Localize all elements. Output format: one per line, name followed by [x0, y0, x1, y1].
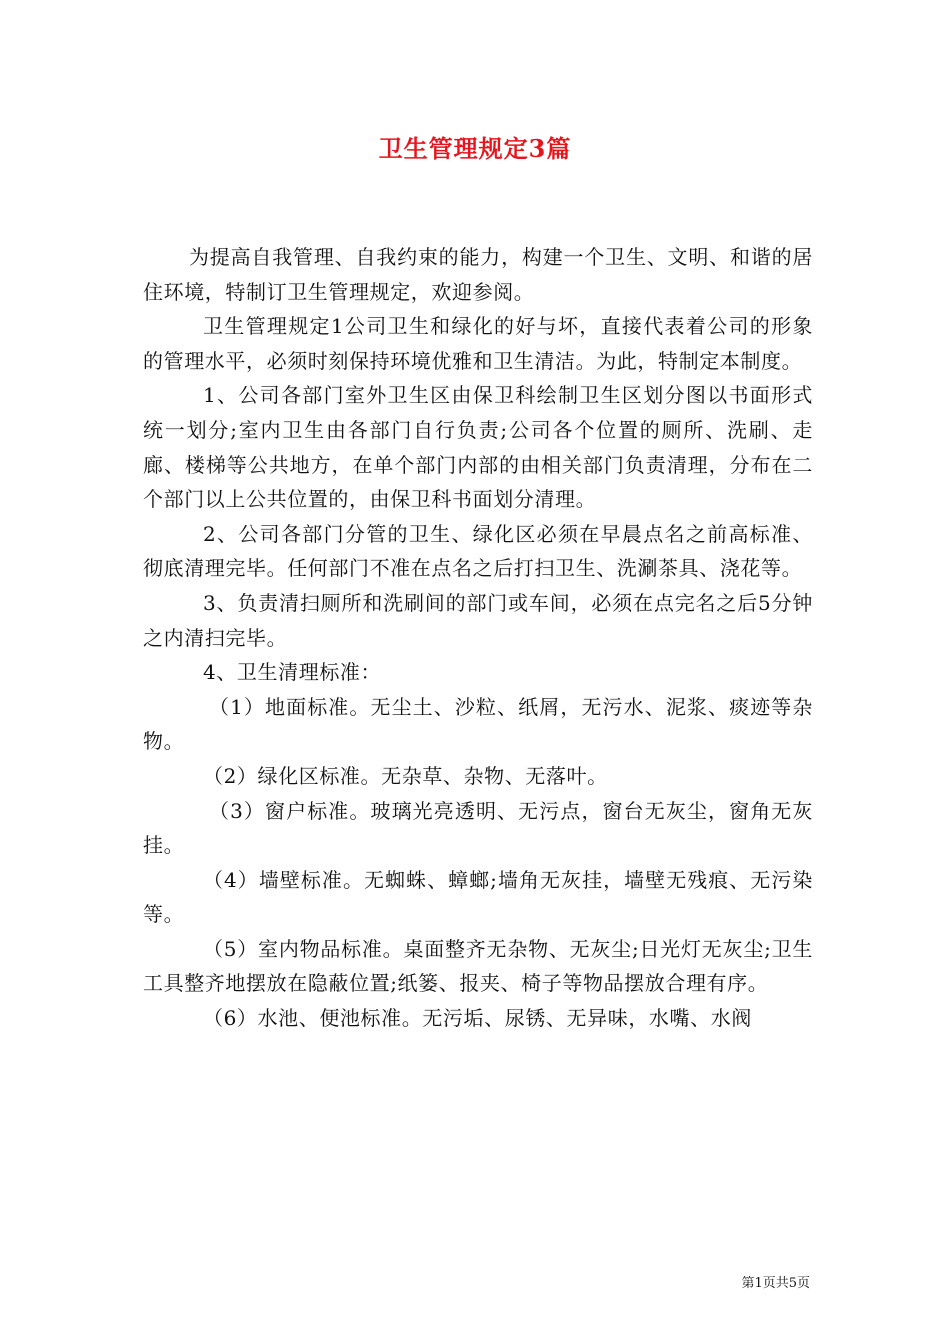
paragraph-intro: 为提高自我管理、自我约束的能力，构建一个卫生、文明、和谐的居住环境，特制订卫生管理规定，欢迎参阅。	[143, 245, 813, 304]
paragraph-item-4: 4、卫生清理标准：	[203, 660, 382, 685]
paragraph-item-3: 3、负责清扫厕所和洗刷间的部门或车间，必须在点完名之后5分钟之内清扫完毕。	[143, 590, 813, 650]
paragraph-regulation-1: 卫生管理规定1公司卫生和绿化的好与坏，直接代表着公司的形象的管理水平，必须时刻保持环境优雅和卫生清洁。为此，特制定本制度。	[143, 314, 813, 373]
paragraph-standard-5: （5）室内物品标准。桌面整齐无杂物、无灰尘;日光灯无灰尘;卫生工具整齐地摆放在隐蔽位置;纸篓、报夹、椅子等物品摆放合理有序。	[143, 936, 813, 996]
paragraph-item-1: 1、公司各部门室外卫生区由保卫科绘制卫生区划分图以书面形式统一划分;室内卫生由各部门自行负责;公司各个位置的厕所、洗刷、走廊、楼梯等公共地方，在单个部门内部的由相关部门负责清理，分布在二个部门以上公共位置的，由保卫科书面划分清理。	[143, 383, 813, 512]
paragraph-item-2: 2、公司各部门分管的卫生、绿化区必须在早晨点名之前高标准、彻底清理完毕。任何部门不准在点名之后打扫卫生、洗涮茶具、浇花等。	[143, 521, 813, 581]
paragraph-standard-6: （6）水池、便池标准。无污垢、尿锈、无异味，水嘴、水阀	[203, 1006, 752, 1031]
paragraph-standard-1: （1）地面标准。无尘土、沙粒、纸屑，无污水、泥浆、痰迹等杂物。	[143, 694, 813, 754]
paragraph-standard-2: （2）绿化区标准。无杂草、杂物、无落叶。	[203, 763, 608, 788]
page-number: 第1页共5页	[741, 1276, 810, 1291]
document-body	[143, 240, 813, 1036]
paragraph-standard-3: （3）窗户标准。玻璃光亮透明、无污点，窗台无灰尘，窗角无灰挂。	[143, 798, 813, 858]
paragraph-standard-4: （4）墙壁标准。无蜘蛛、蟑螂;墙角无灰挂，墙壁无残痕、无污染等。	[143, 867, 813, 927]
document-title: 卫生管理规定3篇	[378, 134, 572, 163]
